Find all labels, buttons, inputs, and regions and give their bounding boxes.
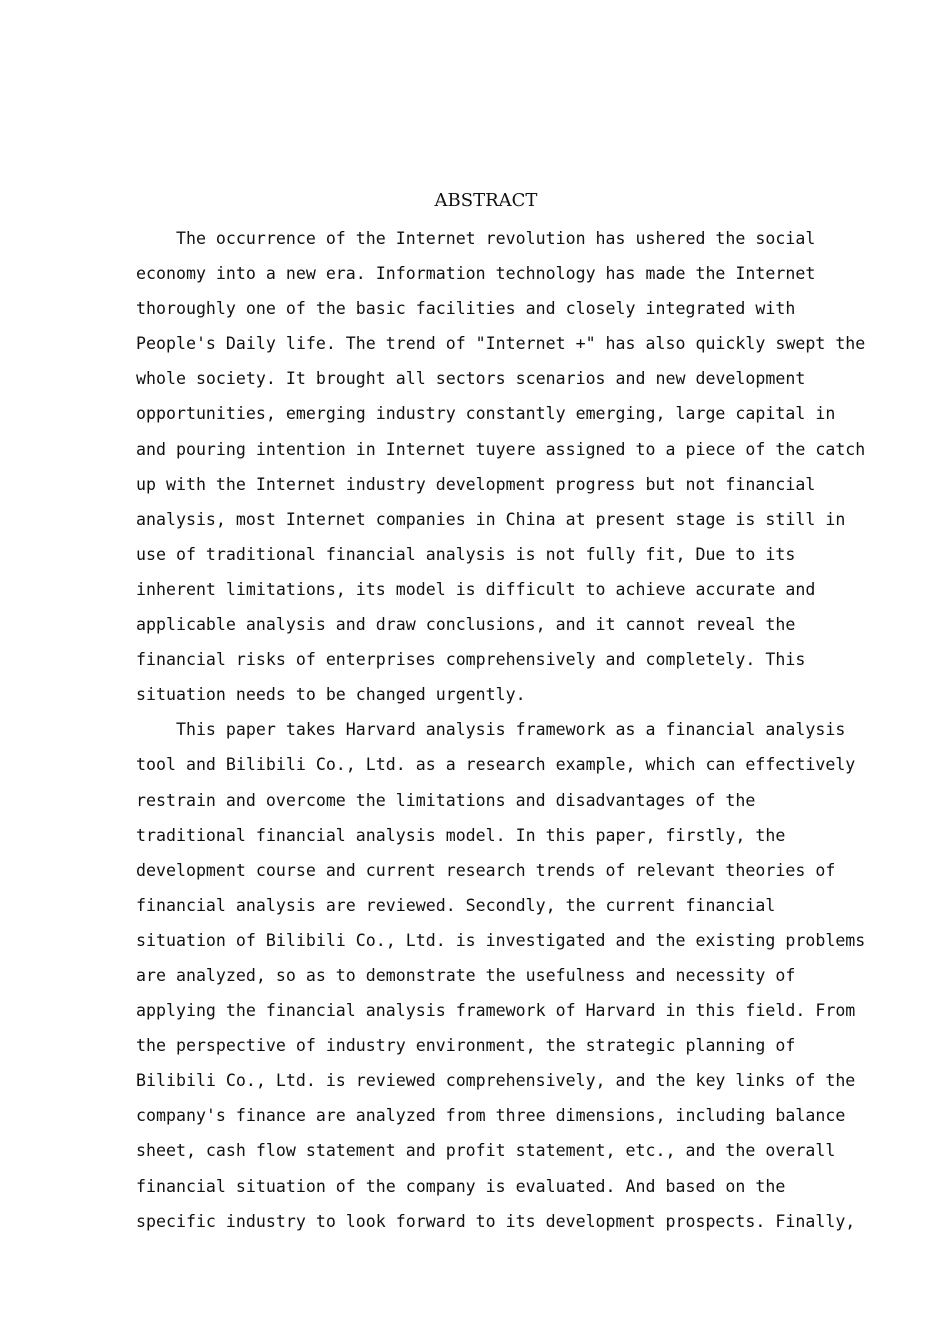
abstract-body bbox=[136, 221, 866, 1239]
text-line: company's finance are analyzed from three dimensions, including balance bbox=[136, 1106, 846, 1126]
text-line: whole society. It brought all sectors scenarios and new development bbox=[136, 369, 806, 389]
text-line: thoroughly one of the basic facilities and closely integrated with bbox=[136, 299, 796, 319]
text-line: analysis, most Internet companies in China at present stage is still in bbox=[136, 509, 846, 529]
text-line: up with the Internet industry development progress but not financial bbox=[136, 474, 816, 494]
text-line: traditional financial analysis model. In this paper, firstly, the bbox=[136, 825, 786, 845]
text-line: inherent limitations, its model is difficult to achieve accurate and bbox=[136, 579, 816, 599]
text-line: People's Daily life. The trend of "Internet +" has also quickly swept the bbox=[136, 334, 866, 354]
text-line: situation of Bilibili Co., Ltd. is investigated and the existing problems bbox=[136, 930, 866, 950]
text-line: development course and current research trends of relevant theories of bbox=[136, 860, 836, 880]
text-line: and pouring intention in Internet tuyere assigned to a piece of the catch bbox=[136, 439, 866, 459]
text-line: specific industry to look forward to its development prospects. Finally, bbox=[136, 1211, 856, 1231]
text-line: restrain and overcome the limitations and disadvantages of the bbox=[136, 790, 756, 810]
text-line: sheet, cash flow statement and profit statement, etc., and the overall bbox=[136, 1141, 836, 1161]
text-line: Bilibili Co., Ltd. is reviewed comprehensively, and the key links of the bbox=[136, 1071, 856, 1091]
text-line: This paper takes Harvard analysis framework as a financial analysis bbox=[136, 720, 846, 740]
text-line: financial risks of enterprises comprehensively and completely. This bbox=[136, 650, 806, 670]
text-line: are analyzed, so as to demonstrate the usefulness and necessity of bbox=[136, 965, 796, 985]
text-line: situation needs to be changed urgently. bbox=[136, 685, 526, 705]
text-line: the perspective of industry environment, the strategic planning of bbox=[136, 1036, 796, 1056]
text-line: The occurrence of the Internet revolution has ushered the social bbox=[136, 229, 816, 248]
text-line: financial analysis are reviewed. Secondly, the current financial bbox=[136, 895, 776, 915]
text-line: economy into a new era. Information technology has made the Internet bbox=[136, 264, 816, 284]
text-line: use of traditional financial analysis is not fully fit, Due to its bbox=[136, 544, 796, 564]
text-line: financial situation of the company is evaluated. And based on the bbox=[136, 1176, 786, 1196]
text-line: tool and Bilibili Co., Ltd. as a research example, which can effectively bbox=[136, 755, 856, 775]
text-line: applying the financial analysis framework of Harvard in this field. From bbox=[136, 1001, 856, 1021]
text-line: applicable analysis and draw conclusions, and it cannot reveal the bbox=[136, 615, 796, 635]
abstract-heading: ABSTRACT bbox=[434, 190, 538, 211]
text-line: opportunities, emerging industry constantly emerging, large capital in bbox=[136, 404, 836, 424]
